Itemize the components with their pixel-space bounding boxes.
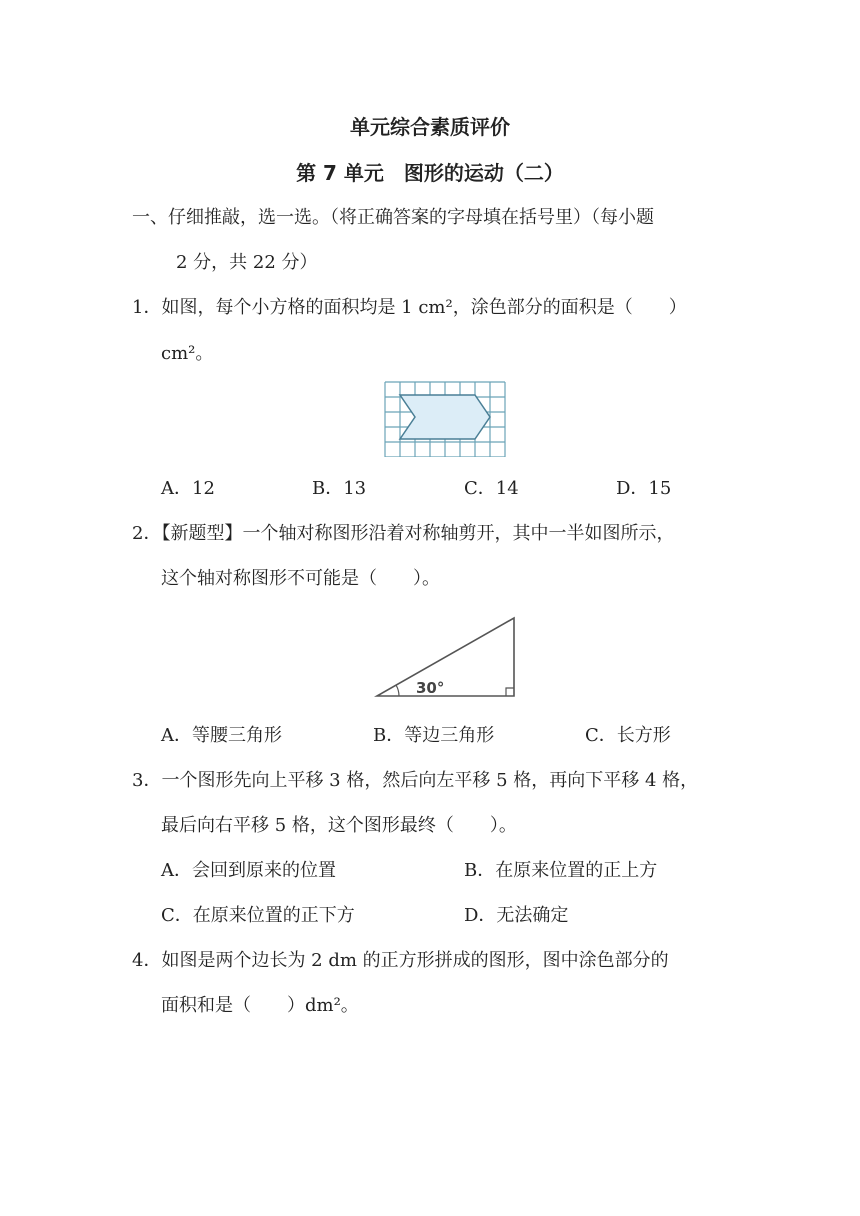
section-heading: 一、仔细推敲，选一选。（将正确答案的字母填在括号里）（每小题 bbox=[132, 207, 654, 228]
q1-option-a[interactable]: A．12 bbox=[161, 478, 215, 499]
page-title: 单元综合素质评价 bbox=[350, 115, 510, 139]
q3-option-c[interactable]: C．在原来位置的正下方 bbox=[161, 905, 355, 926]
q4-stem-cont: 面积和是（ ）dm²。 bbox=[161, 995, 359, 1016]
q1-option-d[interactable]: D．15 bbox=[616, 478, 672, 499]
angle-arc bbox=[396, 685, 399, 696]
shaded-shape bbox=[400, 395, 490, 439]
angle-label: 30° bbox=[416, 679, 445, 697]
section-heading-cont: 2 分，共 22 分） bbox=[176, 252, 318, 273]
q3-option-b[interactable]: B．在原来位置的正上方 bbox=[464, 860, 658, 881]
q1-option-b[interactable]: B．13 bbox=[312, 478, 367, 499]
q1-option-c[interactable]: C．14 bbox=[464, 478, 519, 499]
unit-subtitle: 第 7 单元 图形的运动（二） bbox=[296, 161, 564, 185]
q2-option-a[interactable]: A．等腰三角形 bbox=[161, 725, 282, 746]
q2-triangle-figure bbox=[372, 614, 520, 700]
q1-stem: 1．如图，每个小方格的面积均是 1 cm²，涂色部分的面积是（ ） bbox=[132, 297, 687, 318]
q2-option-b[interactable]: B．等边三角形 bbox=[373, 725, 495, 746]
q1-stem-cont: cm²。 bbox=[161, 343, 214, 364]
q4-stem: 4．如图是两个边长为 2 dm 的正方形拼成的图形，图中涂色部分的 bbox=[132, 950, 669, 971]
right-triangle bbox=[377, 618, 514, 696]
q3-option-d[interactable]: D．无法确定 bbox=[464, 905, 569, 926]
right-angle-mark bbox=[506, 688, 514, 696]
q3-stem-cont: 最后向右平移 5 格，这个图形最终（ ）。 bbox=[161, 815, 517, 836]
q3-stem: 3．一个图形先向上平移 3 格，然后向左平移 5 格，再向下平移 4 格， bbox=[132, 770, 699, 791]
q2-option-c[interactable]: C．长方形 bbox=[585, 725, 671, 746]
q3-option-a[interactable]: A．会回到原来的位置 bbox=[161, 860, 336, 881]
q2-stem-cont: 这个轴对称图形不可能是（ ）。 bbox=[161, 568, 440, 589]
q1-grid-figure bbox=[384, 381, 506, 457]
q2-stem: 2．【新题型】一个轴对称图形沿着对称轴剪开，其中一半如图所示， bbox=[132, 523, 675, 544]
